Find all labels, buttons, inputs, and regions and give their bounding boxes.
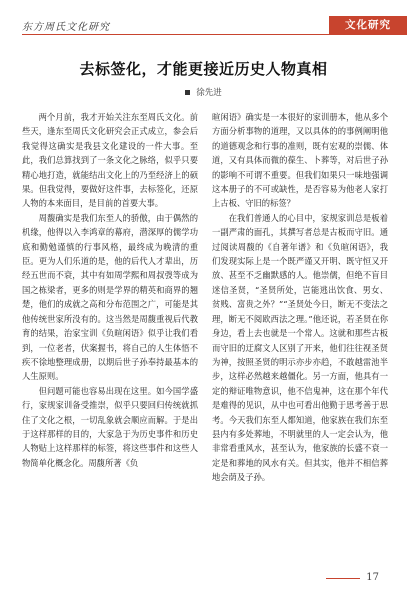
page-header xyxy=(0,16,407,38)
paragraph: 在我们普通人的心目中，家规家训总是板着一副严肃的面孔，其撰写者总是古板而守旧。通过阅读周馥的《自著年谱》和《负暄闲语》，我们发现实际上是一个既严谨又开明、既守恒又开放、甚至不乏幽默感的人。他崇儒，但绝不盲目迷信圣贤，“圣贤所处，岂能逃出饮食、男女、贫贱、富贵之外？”“圣贤处今日，断无不变法之理，断无不阅欧西法之理。”他还说，若圣贤在你身边，看上去也就是一个常人。这就和那些古板而守旧的迂腐文人区别了开来，他们往往视圣贤为神，按照圣贤的明示亦步亦趋，不敢越雷池半步，这样必然越来越僵化。另一方面，他具有一定的辩证唯物意识，他不信鬼神，这在那个年代是难得的见识，从中也可看出他勤于思考善于思考。今天我们东至人都知道，他家族在我们东至县内有多处葬地，不明就里的人一定会认为，他非常看重风水，甚至认为，他家族的长盛不衰一定是和葬地的风水有关。但其实，他并不相信葬地会荫及子孙。 xyxy=(212,212,388,483)
paragraph: 周馥确实是我们东至人的骄傲，由于偶然的机缘，他得以入李鸿章的幕府，潜深厚的儒学功底和勤勉谨慎的行事风格，最终成为晚清的重臣。更为人们乐道的是，他的后代人才辈出，历经五世而不衰，其中有如周学熙和周叔弢等成为国之栋梁者，更多的则是学界的精英和商界的翘楚，他们的成就之高和分布范围之广，可能是其他传统世家所没有的。这当然是周馥重视后代教育的结果，治家宝训《负暄闲语》似乎让我们看到，一位老者，伏案握书，将自己的人生体悟不疾不徐地整理成册，以期后世子孙奉持最基本的人生原则。 xyxy=(22,212,198,382)
header-rule xyxy=(22,34,407,35)
paragraph: 但问题可能也容易出现在这里。如今国学盛行，家规家训备受推崇，似乎只要回归传统就抓住了文化之根，一切乱象就会顺应而解。于是出于这样那样的目的，大家急于为历史事件和历史人物贴上这样那样的标签，将这些事件和这些人物简单化概念化。周馥所著《负 xyxy=(22,385,198,468)
square-bullet-icon xyxy=(185,90,190,95)
author-name: 徐先进 xyxy=(196,88,222,98)
left-column xyxy=(22,110,198,470)
paragraph: 两个月前，我才开始关注东至周氏文化。前些天，逢东至周氏文化研究会正式成立，参会后我觉得这确实是我县文化建设的一件大事。至此，我们总算找到了一条文化之脉络，似乎只要精心地打造，就能结出文化上的乃至经济上的硕果。但我觉得，要做好这件事，去标签化，还原人物的本来面目，是目前的首要大事。 xyxy=(22,112,198,209)
section-tab: 文化研究 xyxy=(329,16,407,34)
journal-name: 东方周氏文化研究 xyxy=(22,22,110,33)
article-author xyxy=(0,86,407,98)
article-title: 去标签化，才能更接近历史人物真相 xyxy=(79,60,328,78)
paragraph: 暄闲语》确实是一本很好的家训册本，他从多个方面分析事物的道理，又以具体的的事例阐明他的道德观念和行事的准则，既有宏观的崇儒、体道，又有具体而微的葆生、卜葬等，对后世子孙的影响不可谓不重要。但我们如果只一味地强调这本册子的不可或缺性，是否容易为他老人家打上古板、守旧的标签？ xyxy=(212,112,388,209)
right-column xyxy=(212,110,388,485)
page-number: 17 xyxy=(366,572,379,583)
